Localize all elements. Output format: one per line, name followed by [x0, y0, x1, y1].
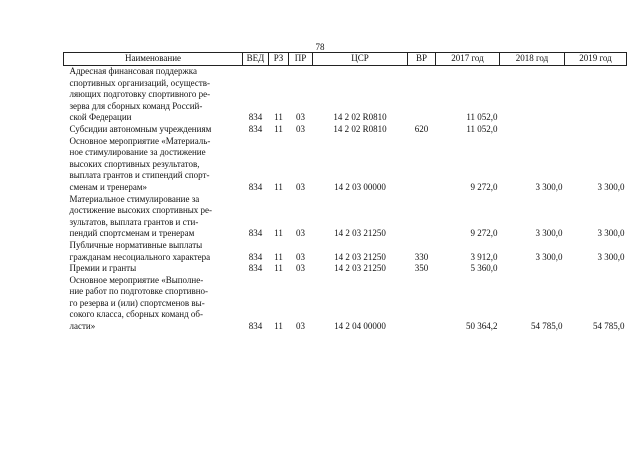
row-name-line: достижение высоких спортивных ре- — [69, 205, 213, 216]
row-amount-2017: 11 052,0 — [466, 123, 498, 134]
row-name-line: ской Федерации — [69, 112, 132, 123]
row-name-line: пендий спортсменам и тренерам — [69, 228, 195, 239]
row-name-line: сокого класса, сборных команд об- — [69, 309, 203, 320]
row-name-line: гражданам несоциального характера — [69, 251, 211, 262]
row-name-line: ласти» — [69, 321, 96, 332]
row-name-line: спортивных организаций, осуществ- — [69, 77, 211, 88]
row-name — [64, 240, 243, 263]
row-name — [64, 275, 243, 333]
row-rz: 11 — [274, 181, 283, 192]
row-csr: 14 2 04 00000 — [334, 321, 386, 332]
row-name-line: ляющих подготовку спортивного ре- — [69, 89, 211, 100]
row-amount-2018: 54 785,0 — [531, 321, 563, 332]
row-name-line: зультатов, выплата грантов и сти- — [69, 216, 199, 227]
row-ved: 834 — [248, 112, 263, 123]
header-csr: ЦСР — [313, 53, 408, 66]
row-name-line: ное стимулирование за достижение — [69, 147, 206, 158]
row-pr: 03 — [296, 251, 305, 262]
row-amount-2018 — [500, 124, 565, 136]
row-name-line: сменам и тренерам» — [69, 181, 148, 192]
row-amount-2017: 5 360,0 — [470, 263, 498, 274]
row-vr: 330 — [414, 251, 429, 262]
table-row — [64, 240, 627, 263]
row-amount-2018: 3 300,0 — [535, 251, 563, 262]
row-csr: 14 2 02 R0810 — [333, 112, 387, 123]
row-amount-2019: 3 300,0 — [597, 181, 625, 192]
row-amount-2017: 9 272,0 — [470, 228, 498, 239]
row-amount-2017: 9 272,0 — [470, 181, 498, 192]
table-row — [64, 124, 627, 136]
row-name — [64, 263, 243, 275]
row-rz: 11 — [274, 228, 283, 239]
row-amount-2019: 3 300,0 — [597, 228, 625, 239]
row-name-line: выплата грантов и стипендий спорт- — [69, 170, 210, 181]
row-vr — [408, 275, 436, 333]
table-row — [64, 136, 627, 194]
row-csr: 14 2 02 R0810 — [333, 123, 387, 134]
row-name-line: ние работ по подготовке спортивно- — [69, 286, 209, 297]
row-rz: 11 — [274, 263, 283, 274]
table-row — [64, 194, 627, 240]
header-name: Наименование — [64, 53, 243, 66]
row-vr: 350 — [414, 263, 429, 274]
row-amount-2019: 54 785,0 — [593, 321, 625, 332]
row-name-line: высоких спортивных результатов, — [69, 158, 200, 169]
row-name — [64, 136, 243, 194]
header-2017: 2017 год — [436, 53, 500, 66]
row-vr — [408, 66, 436, 124]
row-amount-2018: 3 300,0 — [535, 228, 563, 239]
row-amount-2017: 3 912,0 — [470, 251, 498, 262]
row-ved: 834 — [248, 321, 263, 332]
row-pr: 03 — [296, 112, 305, 123]
row-amount-2019: 3 300,0 — [597, 251, 625, 262]
row-name — [64, 194, 243, 240]
row-csr: 14 2 03 21250 — [334, 251, 386, 262]
row-csr: 14 2 03 21250 — [334, 263, 386, 274]
row-pr: 03 — [296, 123, 305, 134]
row-rz: 11 — [274, 123, 283, 134]
row-amount-2018 — [500, 263, 565, 275]
row-pr: 03 — [296, 263, 305, 274]
row-pr: 03 — [296, 321, 305, 332]
row-vr: 620 — [414, 123, 429, 134]
row-ved: 834 — [248, 228, 263, 239]
row-amount-2019 — [565, 263, 627, 275]
row-name-line: Субсидии автономным учреждениям — [69, 123, 212, 134]
budget-table — [63, 52, 627, 333]
row-name-line: Адресная финансовая поддержка — [69, 66, 197, 76]
row-vr — [408, 194, 436, 240]
row-amount-2017: 11 052,0 — [466, 112, 498, 123]
row-amount-2017: 50 364,2 — [466, 321, 498, 332]
row-csr: 14 2 03 21250 — [334, 228, 386, 239]
row-rz: 11 — [274, 251, 283, 262]
row-amount-2019 — [565, 66, 627, 124]
table-row — [64, 66, 627, 124]
row-rz: 11 — [274, 321, 283, 332]
row-ved: 834 — [248, 251, 263, 262]
row-rz: 11 — [274, 112, 283, 123]
row-name — [64, 124, 243, 136]
row-name-line: Основное мероприятие «Выполне- — [69, 274, 204, 285]
row-ved: 834 — [248, 123, 263, 134]
row-name-line: зерва для сборных команд Россий- — [69, 100, 203, 111]
header-pr: ПР — [289, 53, 313, 66]
row-vr — [408, 136, 436, 194]
row-csr: 14 2 03 00000 — [334, 181, 386, 192]
row-amount-2018 — [500, 66, 565, 124]
header-ved: ВЕД — [243, 53, 269, 66]
header-rz: РЗ — [269, 53, 289, 66]
table-row — [64, 263, 627, 275]
row-name-line: Основное мероприятие «Материаль- — [69, 135, 211, 146]
row-name-line: го резерва и (или) спортсменов вы- — [69, 297, 205, 308]
page-number: 78 — [315, 42, 325, 52]
header-vr: ВР — [408, 53, 436, 66]
row-pr: 03 — [296, 181, 305, 192]
row-name — [64, 66, 243, 124]
row-name-line: Премии и гранты — [69, 263, 137, 274]
header-2019: 2019 год — [565, 53, 627, 66]
row-name-line: Публичные нормативные выплаты — [69, 239, 203, 250]
table-row — [64, 275, 627, 333]
header-2018: 2018 год — [500, 53, 565, 66]
row-ved: 834 — [248, 181, 263, 192]
row-name-line: Материальное стимулирование за — [69, 193, 200, 204]
row-amount-2019 — [565, 124, 627, 136]
table-header-row — [64, 53, 627, 66]
row-amount-2018: 3 300,0 — [535, 181, 563, 192]
row-pr: 03 — [296, 228, 305, 239]
row-ved: 834 — [248, 263, 263, 274]
